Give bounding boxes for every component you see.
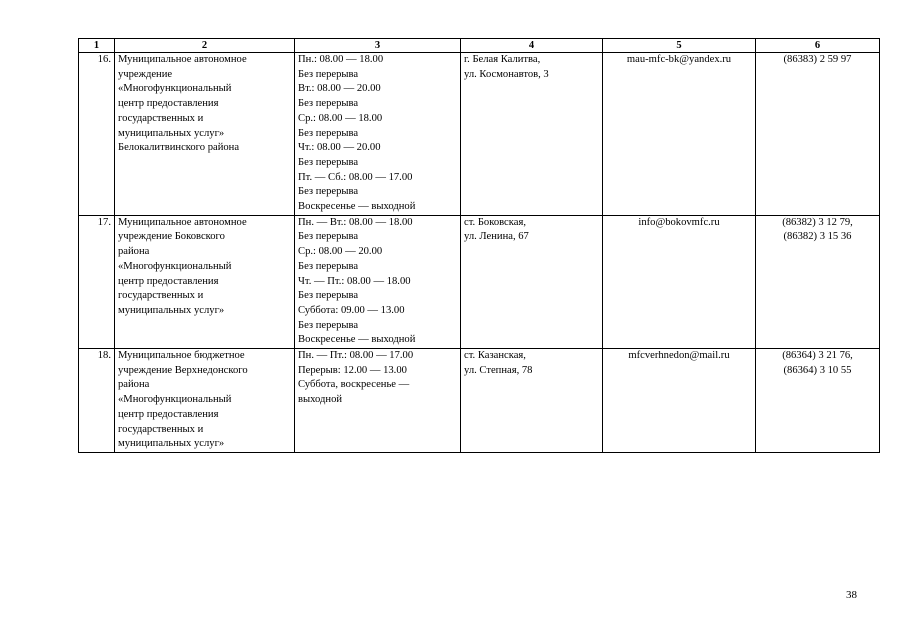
email: mau-mfc-bk@yandex.ru [603,53,756,216]
col-header-6: 6 [756,39,880,53]
hours-line: Без перерыва [298,319,359,331]
hours-line: выходной [298,394,343,406]
address-line: г. Белая Калитва, [464,54,541,65]
address [461,349,603,453]
col-header-1: 1 [79,39,115,53]
row-number: 16. [79,53,115,216]
organization-name [115,53,295,216]
hours-line: Суббота, воскресенье — [298,379,410,391]
hours-line: Воскресенье — выходной [298,334,416,346]
org-line: центр предоставления [118,408,219,420]
organization-name [115,215,295,348]
phone-line: (86383) 2 59 97 [783,54,852,65]
hours-line: Ср.: 08.00 — 18.00 [298,112,383,124]
hours-line: Суббота: 09.00 — 13.00 [298,304,405,316]
col-header-5: 5 [603,39,756,53]
row-number: 17. [79,215,115,348]
hours-line: Вт.: 08.00 — 20.00 [298,83,381,95]
address-line: ст. Казанская, [464,350,526,362]
phone-line: (86382) 3 15 36 [783,231,852,243]
organization-name [115,349,295,453]
address-line: ул. Космонавтов, 3 [464,68,549,80]
phone-line: (86364) 3 21 76, [782,350,853,362]
hours-line: Пн. — Пт.: 08.00 — 17.00 [298,350,414,362]
hours-line: Чт. — Пт.: 08.00 — 18.00 [298,275,411,287]
table-row [79,349,880,453]
hours-line: Перерыв: 12.00 — 13.00 [298,364,407,376]
org-line: района [118,246,150,258]
row-number: 18. [79,349,115,453]
hours-line: Пт. — Сб.: 08.00 — 17.00 [298,171,413,183]
org-line: муниципальных услуг» [118,127,225,139]
hours-line: Без перерыва [298,156,359,168]
org-line: учреждение [118,68,173,80]
org-line: центр предоставления [118,275,219,287]
table-row [79,53,880,216]
hours-line: Чт.: 08.00 — 20.00 [298,142,381,154]
phones [756,53,880,216]
phone-line: (86364) 3 10 55 [783,364,852,376]
org-line: Муниципальное автономное [118,54,247,65]
org-line: учреждение Верхнедонского [118,364,248,376]
org-line: «Многофункциональный [118,83,232,95]
address [461,215,603,348]
hours-line: Без перерыва [298,290,359,302]
working-hours [295,349,461,453]
col-header-3: 3 [295,39,461,53]
org-line: Белокалитвинского района [118,142,240,154]
hours-line: Без перерыва [298,68,359,80]
address [461,53,603,216]
phone-line: (86382) 3 12 79, [782,216,853,228]
phones [756,349,880,453]
org-line: муниципальных услуг» [118,438,225,450]
hours-line: Ср.: 08.00 — 20.00 [298,246,383,258]
org-line: района [118,379,150,391]
org-line: «Многофункциональный [118,394,232,406]
org-line: Муниципальное бюджетное [118,350,245,362]
table-row [79,215,880,348]
org-line: государственных и [118,423,204,435]
org-line: муниципальных услуг» [118,304,225,316]
email: info@bokovmfc.ru [603,215,756,348]
hours-line: Без перерыва [298,186,359,198]
org-line: Муниципальное автономное [118,216,247,228]
hours-line: Без перерыва [298,127,359,139]
page-number: 38 [846,589,857,601]
org-line: учреждение Боковского [118,231,225,243]
address-line: ст. Боковская, [464,216,526,228]
org-line: государственных и [118,112,204,124]
offices-table [78,38,880,453]
working-hours [295,53,461,216]
address-line: ул. Степная, 78 [464,364,533,376]
org-line: центр предоставления [118,98,219,110]
phones [756,215,880,348]
col-header-2: 2 [115,39,295,53]
col-header-4: 4 [461,39,603,53]
header-row [79,39,880,53]
hours-line: Пн. — Вт.: 08.00 — 18.00 [298,216,413,228]
address-line: ул. Ленина, 67 [464,231,529,243]
org-line: государственных и [118,290,204,302]
email: mfcverhnedon@mail.ru [603,349,756,453]
hours-line: Пн.: 08.00 — 18.00 [298,54,384,65]
org-line: «Многофункциональный [118,260,232,272]
hours-line: Без перерыва [298,98,359,110]
hours-line: Без перерыва [298,260,359,272]
working-hours [295,215,461,348]
hours-line: Без перерыва [298,231,359,243]
hours-line: Воскресенье — выходной [298,201,416,213]
